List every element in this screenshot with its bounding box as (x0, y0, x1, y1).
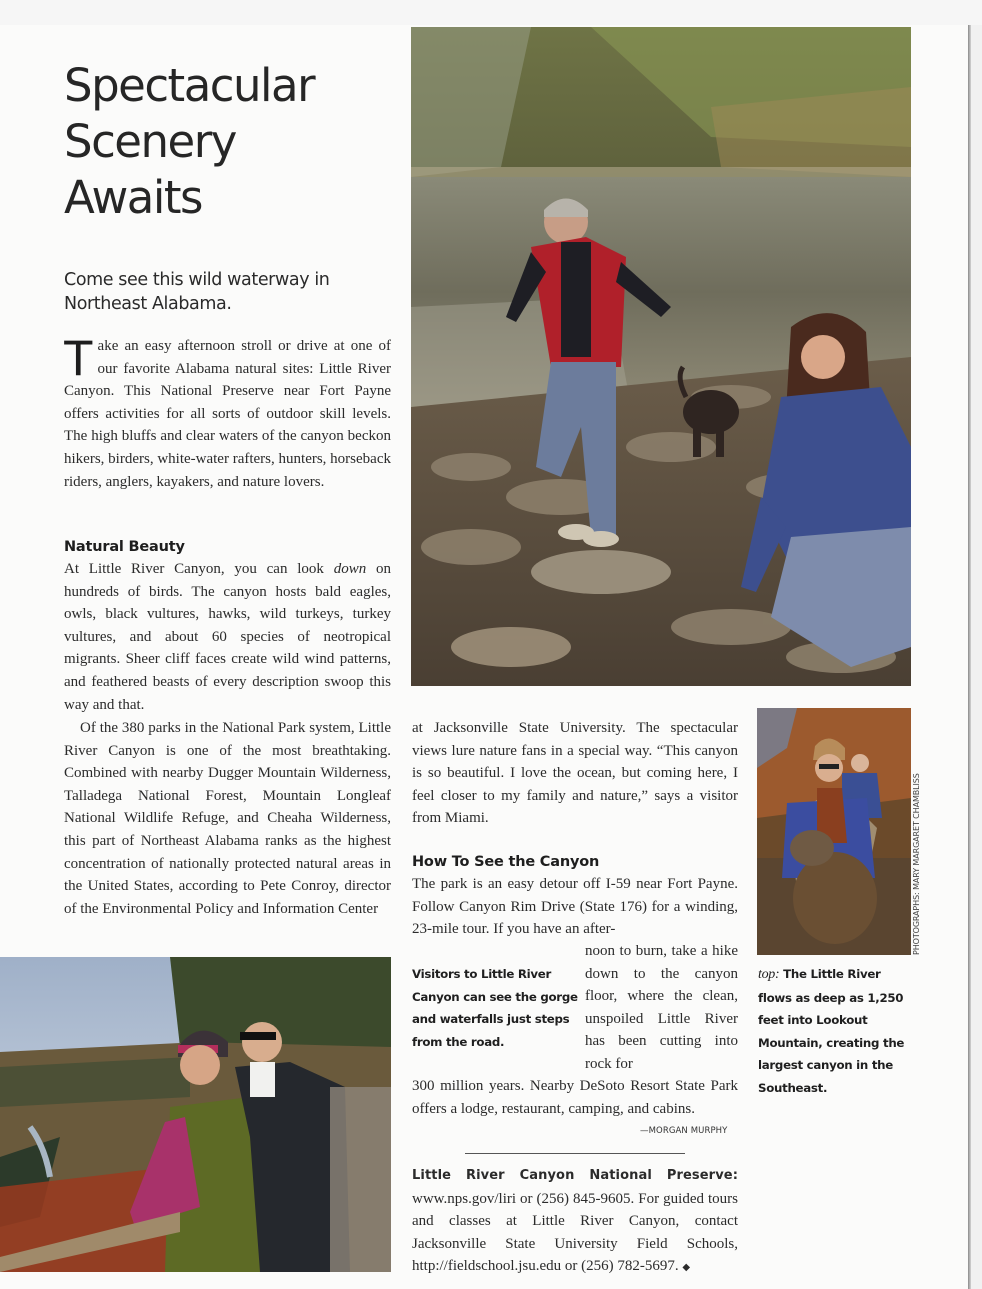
drop-cap: T (63, 330, 94, 386)
emphasis-text: down (333, 561, 367, 577)
parks-paragraph-continued: at Jacksonville State University. The spectacular views lure nature fans in a special way. “This canyon is so beautiful. I love the ocean, but coming here, I feel closer to my family and nature,” says a visitor from Miami. (412, 720, 738, 827)
river-bank-photo (411, 27, 911, 686)
how-to-paragraph-c: 300 million years. Nearby DeSoto Resort State Park offers a lodge, restaurant, camping, and cabins. (412, 1078, 738, 1117)
natural-beauty-paragraph (64, 558, 391, 716)
info-text: www.nps.gov/liri or (256) 845-9605. For guided tours and classes at Little River Canyon, contact Jacksonville State University Field Schools, http://fieldschool.jsu.edu or (256) 782-5697. (412, 1190, 738, 1275)
caption-text: The Little River flows as deep as 1,250 feet into Lookout Mountain, creating the largest canyon in the Southeast. (758, 967, 905, 1095)
section-heading-natural-beauty: Natural Beauty (64, 539, 185, 555)
title-line: Awaits (64, 171, 202, 224)
how-to-paragraph-a: The park is an easy detour off I-59 near Fort Payne. Follow Canyon Rim Drive (State 176) for a winding, 23-mile tour. If you have an after- (412, 876, 738, 938)
scan-top-band (0, 0, 982, 27)
how-to-paragraph-b: noon to burn, take a hike down to the canyon floor, where the clean, unspoiled Little River has been cutting into rock for (585, 943, 738, 1072)
info-box (412, 1164, 738, 1280)
intro-paragraph (63, 330, 391, 493)
article-deck: Come see this wild waterway in Northeast Alabama. (64, 270, 330, 314)
stone-wall (330, 1087, 391, 1272)
pull-quote-caption: Visitors to Little River Canyon can see the gorge and waterfalls just steps from the road. (412, 967, 578, 1049)
photo-credit: PHOTOGRAPHS: MARY MARGARET CHAMBLISS (912, 773, 921, 955)
end-mark-icon: ◆ (682, 1262, 691, 1274)
info-label: Little River Canyon National Preserve: (412, 1168, 738, 1183)
caption-prefix: top: (758, 967, 780, 982)
section-heading-how-to-see: How To See the Canyon (412, 854, 600, 870)
next-page-strip (971, 25, 982, 1289)
author-byline: —MORGAN MURPHY (640, 1126, 728, 1136)
small-photo-caption (758, 963, 908, 1100)
canyon-overlook-photo (0, 957, 391, 1272)
divider-rule (465, 1153, 685, 1154)
parks-paragraph: Of the 380 parks in the National Park system, Little River Canyon is one of the most breathtaking. Combined with nearby Dugger Mountain Wilderness, Talladega National Forest, Mountain Longleaf National Wildlife Refuge, and Cheaha Wilderness, this part of Northeast Alabama ranks as the highest concentration of nationally protected natural areas in the United States, according to Pete Conroy, director of the Environmental Policy and Information Center (64, 720, 391, 917)
paragraph-text: on hundreds of birds. The canyon hosts bald eagles, owls, black vultures, hawks, wild turkeys, turkey vultures, and about 60 species of neotropical migrants. Sheer cliff faces create wild wind patterns, and feathered beasts of every description swoop this way and that. (64, 561, 392, 713)
paragraph-text: At Little River Canyon, you can look (64, 561, 334, 577)
woman-with-dog-photo (757, 708, 911, 955)
article-title (64, 58, 394, 226)
intro-text: ake an easy afternoon stroll or drive at one of our favorite Alabama natural sites: Little River Canyon. This National Preserve near Fort Payne offers activities for all sorts of outdoor skill levels. The high bluffs and clear waters of the canyon beckon hikers, birders, white-water rafters, hunters, horseback riders, anglers, kayakers, and nature lovers. (64, 338, 391, 490)
title-line: Spectacular (64, 59, 315, 112)
title-line: Scenery (64, 115, 236, 168)
